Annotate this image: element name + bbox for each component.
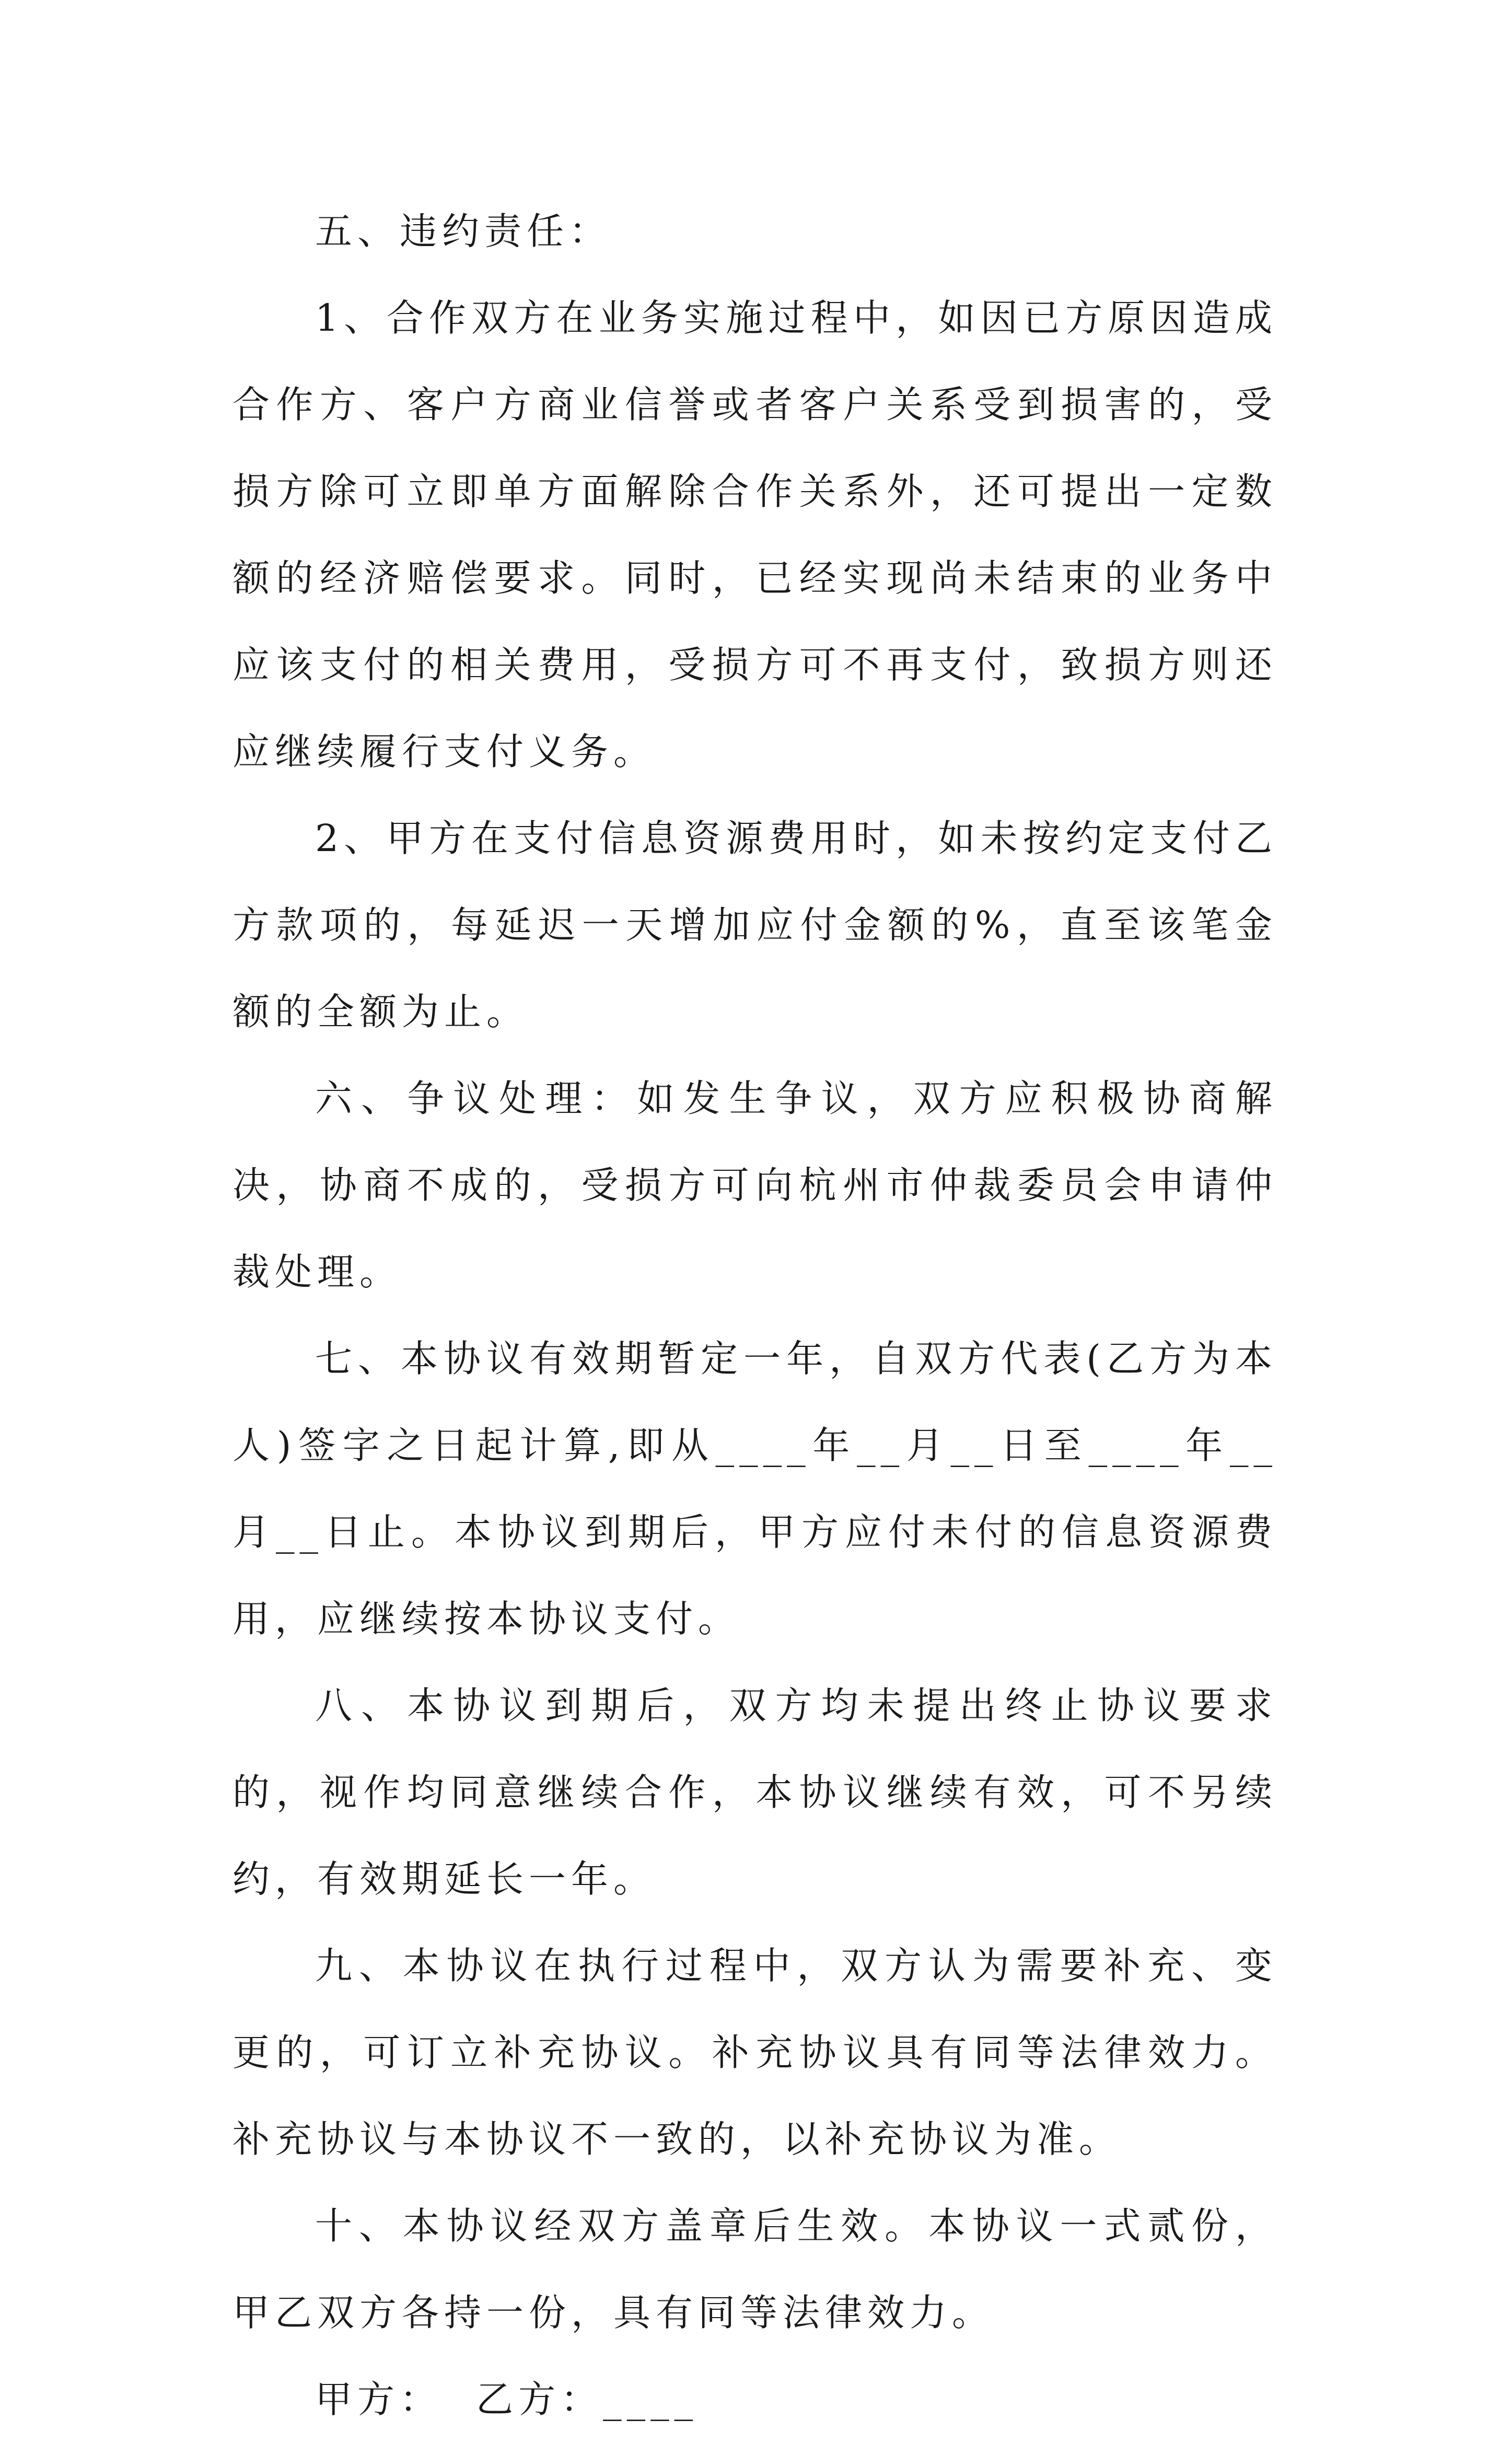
paragraph-validity-period: 七、本协议有效期暂定一年，自双方代表(乙方为本人)签字之日起计算,即从____年__月__日至____年__月__日止。本协议到期后，甲方应付未付的信息资源费用，应继续按本协议支付。: [232, 1337, 1277, 1641]
paragraph-breach-clause-2: 2、甲方在支付信息资源费用时，如未按约定支付乙方款项的，每延迟一天增加应付金额的%，直至该笔金额的全额为止。: [232, 817, 1277, 1033]
section-heading-breach-liability: 五、违约责任：: [315, 210, 612, 253]
signature-line: 甲方： 乙方：____: [315, 2378, 699, 2421]
paragraph-dispute-resolution: 六、争议处理：如发生争议，双方应积极协商解决，协商不成的，受损方可向杭州市仲裁委员会申请仲裁处理。: [232, 1077, 1277, 1294]
paragraph-supplementary-agreement: 九、本协议在执行过程中，双方认为需要补充、变更的，可订立补充协议。补充协议具有同等法律效力。补充协议与本协议不一致的，以补充协议为准。: [232, 1944, 1277, 2161]
paragraph-auto-renewal: 八、本协议到期后，双方均未提出终止协议要求的，视作均同意继续合作，本协议继续有效，可不另续约，有效期延长一年。: [232, 1684, 1277, 1901]
paragraph-effectiveness: 十、本协议经双方盖章后生效。本协议一式贰份，甲乙双方各持一份，具有同等法律效力。: [232, 2204, 1277, 2334]
document-body: [232, 188, 1277, 2443]
paragraph-breach-clause-1: 1、合作双方在业务实施过程中，如因已方原因造成合作方、客户方商业信誉或者客户关系受到损害的，受损方除可立即单方面解除合作关系外，还可提出一定数额的经济赔偿要求。同时，已经实现尚未结束的业务中应该支付的相关费用，受损方可不再支付，致损方则还应继续履行支付义务。: [232, 296, 1277, 773]
